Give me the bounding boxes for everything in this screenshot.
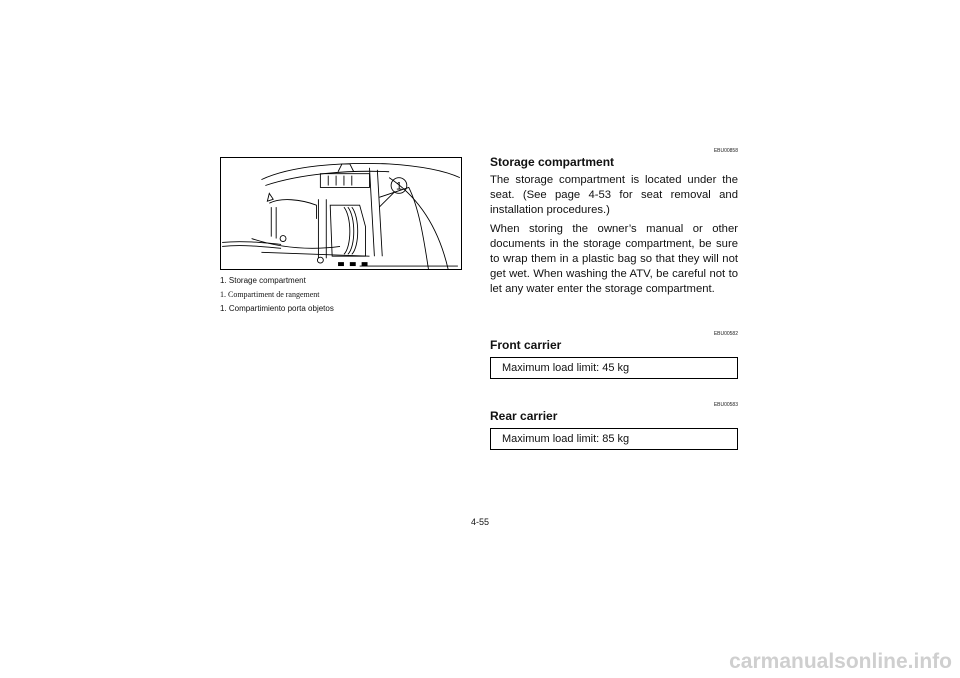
paragraph-location: The storage compartment is located under the seat. (See page 4-53 for seat removal and installation procedures.) [490,174,738,216]
load-limit-box: Maximum load limit: 85 kg [490,428,738,450]
storage-compartment-illustration [220,157,462,270]
figure-captions [220,274,470,316]
section-heading: Storage compartment [490,155,615,169]
section-code: EBU00582 [713,331,738,337]
page-number: 4-55 [470,517,489,527]
rear-carrier-section [490,402,738,450]
caption-french: 1. Compartiment de rangement [220,290,320,299]
storage-compartment-section [490,148,738,297]
section-code: EBU00583 [713,402,738,408]
caption-english: 1. Storage compartment [220,276,306,285]
atv-frame-drawing [221,158,461,269]
caption-spanish: 1. Compartimiento porta objetos [220,304,334,313]
load-limit-box: Maximum load limit: 45 kg [490,357,738,379]
section-code: EBU00858 [713,148,738,154]
paragraph-instructions: When storing the owner’s manual or other documents in the storage compartment, be sure to wrap them in a plastic bag so that they will not get wet. When washing the ATV, be careful not to let any water enter the storage compartment. [490,223,738,295]
section-heading: Front carrier [490,338,562,352]
callout-number: 1 [396,180,403,193]
front-carrier-section [490,331,738,379]
watermark: carmanualsonline.info [729,650,952,673]
section-heading: Rear carrier [490,409,558,423]
